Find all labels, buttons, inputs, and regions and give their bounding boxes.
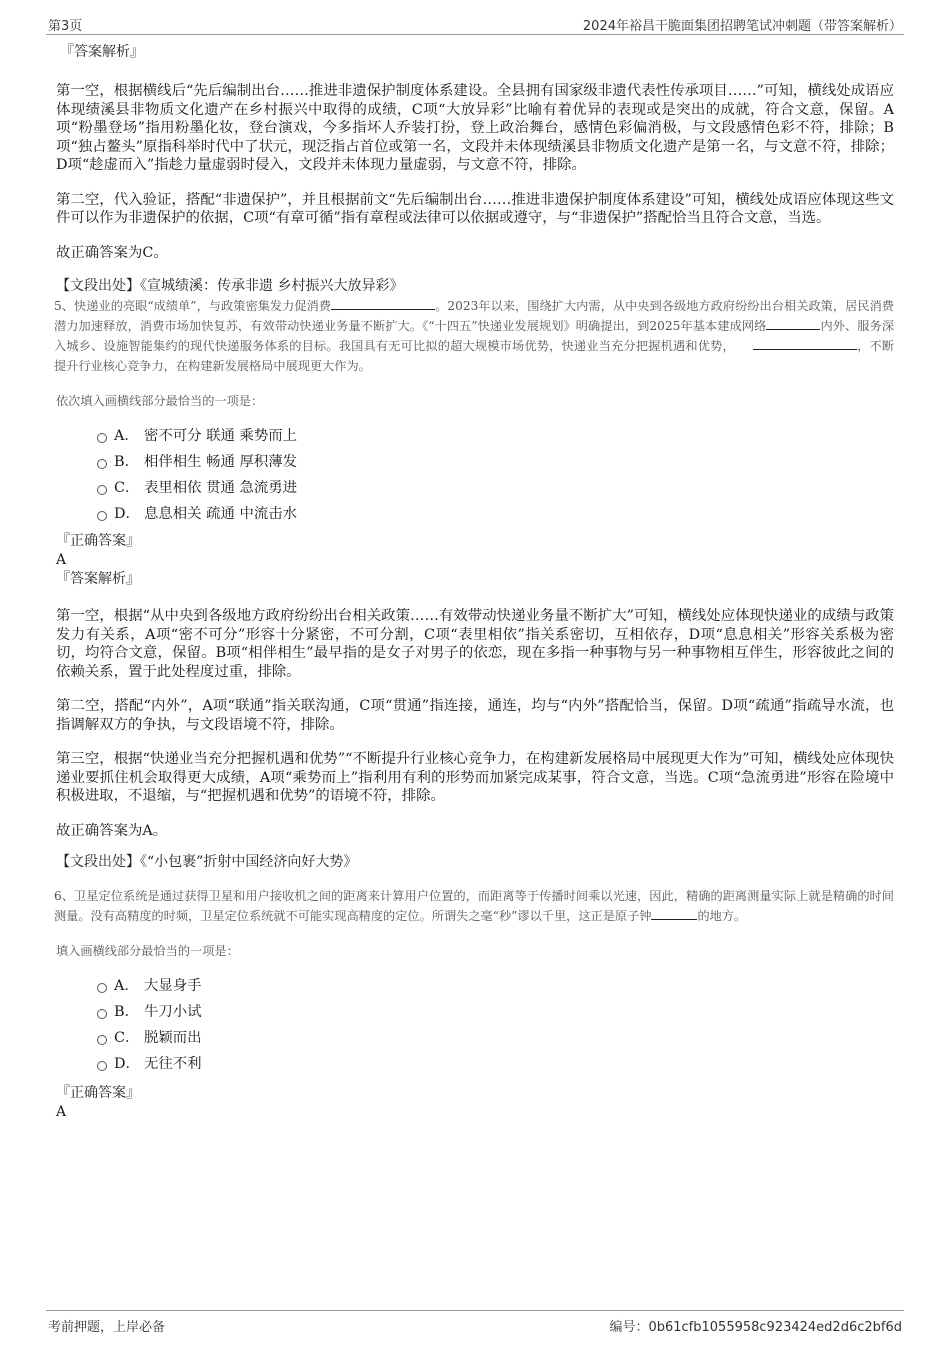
serial-value: 0b61cfb1055958c923424ed2d6c2bf6d [648,1320,902,1335]
radio-button[interactable] [97,1035,107,1045]
radio-button[interactable] [97,433,107,443]
option-c[interactable]: C． 表里相依 贯通 急流勇进 [56,477,894,503]
analysis-paragraph: 第一空，根据“从中央到各级地方政府纷纷出台相关政策……有效带动快递业务量不断扩大”可知，横线处应体现快递业的成绩与政策发力有关系，A项“密不可分”形容十分紧密，不可分割，C项“表里相依”指关系密切，互相依存，D项“息息相关”形容关系极为密切，均符合文意，保留。B项“相伴相生”最早指的是女子对男子的依恋，现在多指一种事物与另一种事物相互伴生，形容彼此之间的依赖关系，置于此处程度过重，排除。 [56,608,894,680]
correct-answer-label: 『正确答案』 [56,1085,140,1101]
radio-button[interactable] [97,1009,107,1019]
radio-button[interactable] [97,511,107,521]
passage-source: 【文段出处】《“小包裹”折射中国经济向好大势》 [56,854,358,870]
analysis-paragraph: 第一空，根据横线后“先后编制出台……推进非遗保护制度体系建设。全县拥有国家级非遗代表性传承项目……”可知，横线处成语应体现绩溪县非物质文化遗产在乡村振兴中取得的成绩，C项“大放异彩”比喻有着优异的表现或是突出的成就，符合文意，保留。A项“粉墨登场”指用粉墨化妆，登台演戏，今多指坏人乔装打扮，登上政治舞台，感情色彩偏消极，与文段感情色彩不符，排除；B项“独占鳌头”原指科举时代中了状元，现泛指占首位或第一名，文段并未体现绩溪县非物质文化遗产是第一名，与文意不符，排除；D项“趁虚而入”指趁力量虚弱时侵入，文段并未体现力量虚弱，与文意不符，排除。 [56,83,894,173]
question-stem: 6、卫星定位系统是通过获得卫星和用户接收机之间的距离来计算用户位置的，而距离等于传播时间乘以光速，因此，精确的距离测量实际上就是精确的时间测量。没有高精度的时频，卫星定位系统就不可能实现高精度的定位。所谓失之毫“秒”谬以千里，这正是原子钟 的地方。 [54,889,894,923]
answer-options [56,975,894,1079]
correct-answer: A [56,1104,67,1120]
page-content [56,42,894,1121]
option-a[interactable]: A． 大显身手 [56,975,894,1001]
question-instruction: 填入画横线部分最恰当的一项是： [56,944,239,958]
fill-blank [753,337,857,350]
correct-answer: A [56,552,67,568]
analysis-paragraph: 第三空，根据“快递业当充分把握机遇和优势”“不断提升行业核心竞争力，在构建新发展格局中展现更大作为”可知，横线处应体现快递业要抓住机会取得更大成绩，A项“乘势而上”指利用有利的形势而加紧完成某事，符合文意，当选。C项“急流勇进”形容在险境中积极进取，不退缩，与“把握机遇和优势”的语境不符，排除。 [56,751,894,804]
fill-blank [766,317,820,330]
page-header [46,12,904,35]
answer-conclusion: 故正确答案为A。 [56,822,168,839]
question-stem: 5、快递业的亮眼“成绩单”，与政策密集发力促消费 。2023年以来，围绕扩大内需，从中央到各级地方政府纷纷出台相关政策，居民消费潜力加速释放，消费市场加快复苏，有效带动快递业务量不断扩大。《“十四五”快递业发展规划》明确提出，到2025年基本建成网络 内外、服务深入城乡、设施智能集约的现代快递服务体系的目标。我国具有无可比拟的超大规模市场优势，快递业当充分把握机遇和优势， ，不断提升行业核心竞争力，在构建新发展格局中展现更大作为。 [54,299,895,373]
radio-button[interactable] [97,459,107,469]
answer-conclusion: 故正确答案为C。 [56,244,168,261]
option-d[interactable]: D． 息息相关 疏通 中流击水 [56,503,894,529]
option-a[interactable]: A． 密不可分 联通 乘势而上 [56,425,894,451]
option-d[interactable]: D． 无往不利 [56,1053,894,1079]
radio-button[interactable] [97,485,107,495]
radio-button[interactable] [97,1061,107,1071]
page-number: 第3页 [48,19,83,34]
answer-analysis-label: 『答案解析』 [60,44,144,60]
question-instruction: 依次填入画横线部分最恰当的一项是： [56,394,264,408]
fill-blank [651,907,697,920]
page-footer [46,1310,904,1337]
fill-blank [331,297,435,310]
answer-options [56,425,894,529]
analysis-paragraph: 第二空，搭配“内外”，A项“联通”指关联沟通，C项“贯通”指连接，通连，均与“内外”搭配恰当，保留。D项“疏通”指疏导水流，也指调解双方的争执，与文段语境不符，排除。 [56,698,894,733]
serial-label: 编号： [609,1320,649,1335]
correct-answer-label: 『正确答案』 [56,533,140,549]
radio-button[interactable] [97,983,107,993]
option-b[interactable]: B． 相伴相生 畅通 厚积薄发 [56,451,894,477]
document-serial [609,1316,902,1335]
option-b[interactable]: B． 牛刀小试 [56,1001,894,1027]
option-c[interactable]: C． 脱颖而出 [56,1027,894,1053]
analysis-paragraph: 第二空，代入验证，搭配“非遗保护”，并且根据前文“先后编制出台……推进非遗保护制度体系建设”可知，横线处成语应体现这些文件可以作为非遗保护的依据，C项“有章可循”指有章程或法律可以依据或遵守，与“非遗保护”搭配恰当且符合文意，当选。 [56,191,894,226]
passage-source: 【文段出处】《宣城绩溪：传承非遗 乡村振兴大放异彩》 [56,278,404,294]
document-title: 2024年裕昌干脆面集团招聘笔试冲刺题（带答案解析） [582,19,902,34]
footer-slogan: 考前押题，上岸必备 [48,1320,166,1335]
answer-analysis-label: 『答案解析』 [56,571,140,587]
